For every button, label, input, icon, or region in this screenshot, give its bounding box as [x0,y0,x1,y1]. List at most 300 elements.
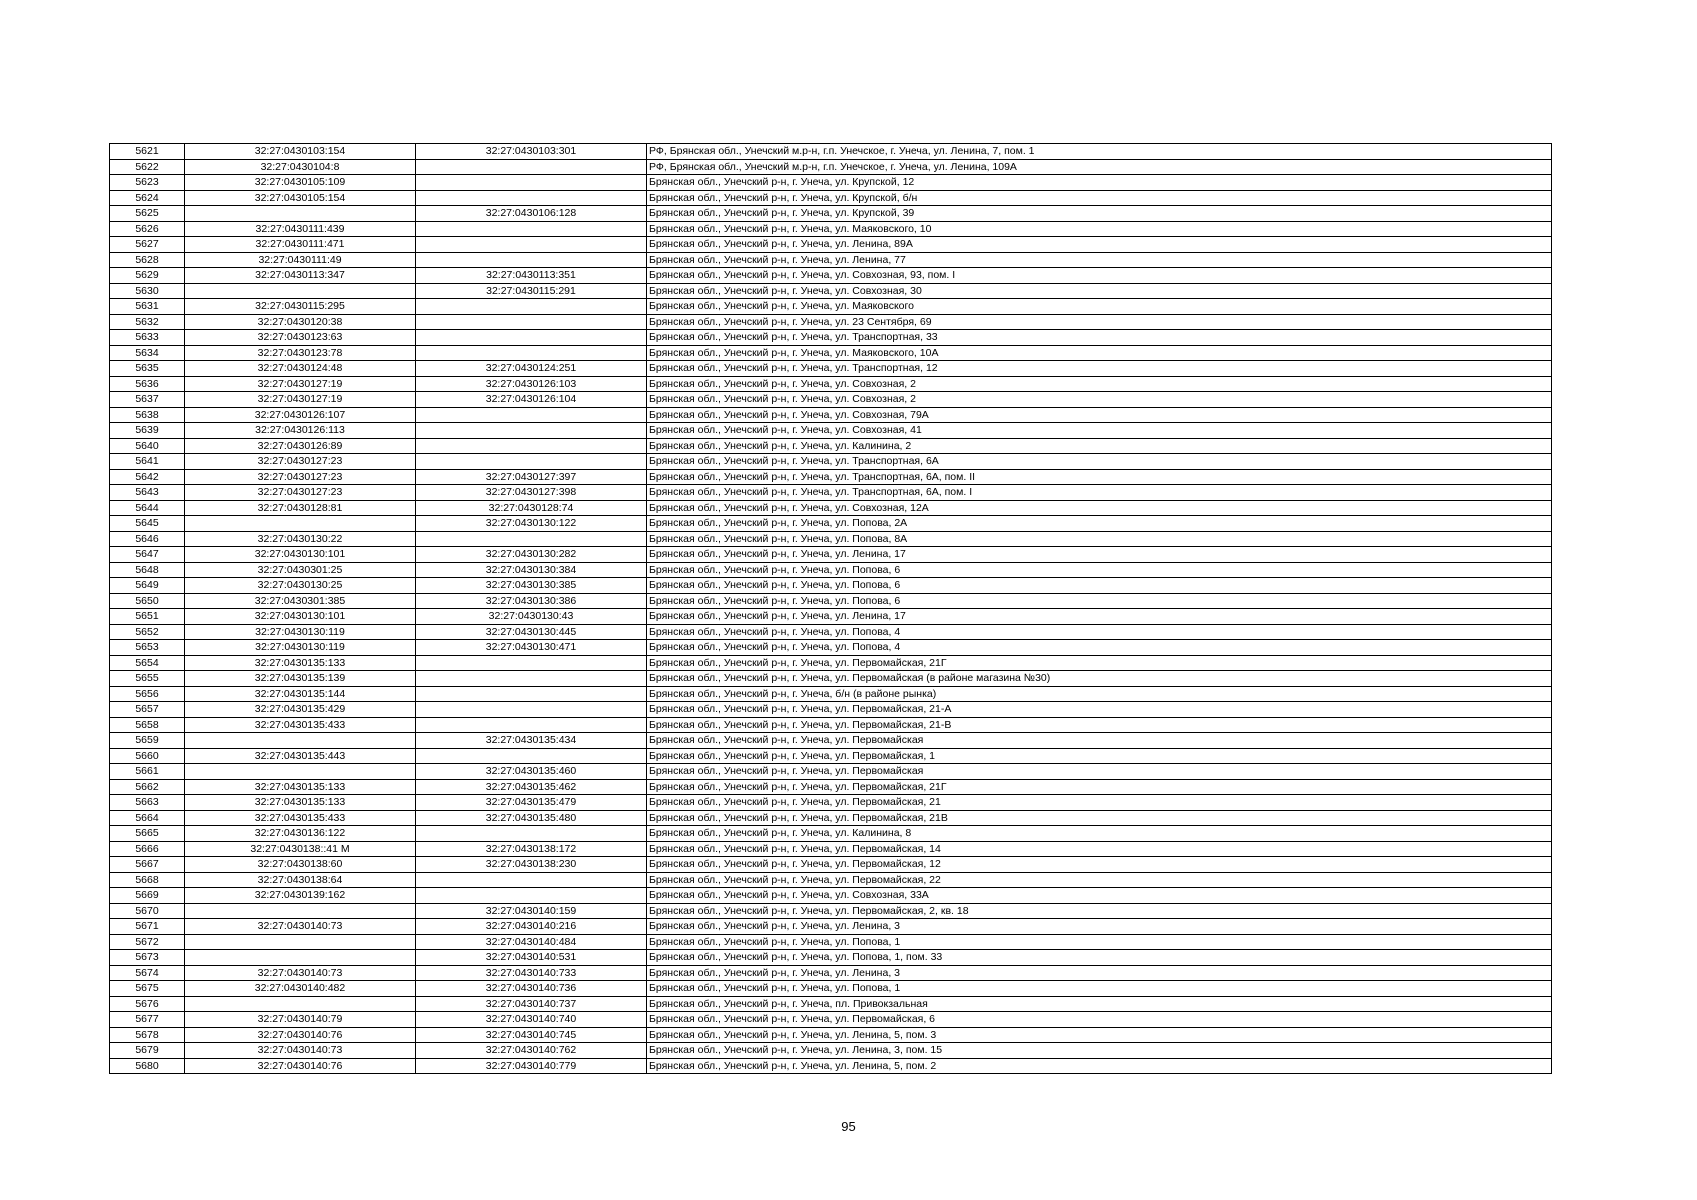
address-cell: Брянская обл., Унечский р-н, г. Унеча, ул. Транспортная, 6А, пом. I [647,485,1552,501]
land-cadastral-number-cell: 32:27:0430126:89 [185,438,416,454]
object-cadastral-number-cell: 32:27:0430140:740 [416,1012,647,1028]
land-cadastral-number-cell: 32:27:0430140:73 [185,919,416,935]
object-cadastral-number-cell [416,531,647,547]
land-cadastral-number-cell: 32:27:0430123:78 [185,345,416,361]
object-cadastral-number-cell: 32:27:0430135:434 [416,733,647,749]
row-number-cell: 5674 [110,965,185,981]
table-row [110,175,1552,191]
row-number-cell: 5643 [110,485,185,501]
address-cell: Брянская обл., Унечский р-н, г. Унеча, ул. Первомайская, 22 [647,872,1552,888]
object-cadastral-number-cell: 32:27:0430130:445 [416,624,647,640]
table-row [110,547,1552,563]
address-cell: Брянская обл., Унечский р-н, г. Унеча, ул. Транспортная, 12 [647,361,1552,377]
row-number-cell: 5668 [110,872,185,888]
address-cell: Брянская обл., Унечский р-н, г. Унеча, ул. Ленина, 3, пом. 15 [647,1043,1552,1059]
row-number-cell: 5621 [110,144,185,160]
object-cadastral-number-cell: 32:27:0430130:471 [416,640,647,656]
table-row [110,283,1552,299]
object-cadastral-number-cell: 32:27:0430135:479 [416,795,647,811]
row-number-cell: 5671 [110,919,185,935]
address-cell: Брянская обл., Унечский р-н, г. Унеча, ул. Первомайская (в районе магазина №30) [647,671,1552,687]
land-cadastral-number-cell: 32:27:0430128:81 [185,500,416,516]
table-row [110,795,1552,811]
address-cell: Брянская обл., Унечский р-н, г. Унеча, ул. Попова, 4 [647,640,1552,656]
land-cadastral-number-cell: 32:27:0430140:482 [185,981,416,997]
object-cadastral-number-cell [416,330,647,346]
land-cadastral-number-cell: 32:27:0430138::41 М [185,841,416,857]
land-cadastral-number-cell [185,516,416,532]
table-row [110,702,1552,718]
object-cadastral-number-cell [416,454,647,470]
table-row [110,578,1552,594]
object-cadastral-number-cell [416,438,647,454]
object-cadastral-number-cell: 32:27:0430138:230 [416,857,647,873]
table-row [110,206,1552,222]
address-cell: Брянская обл., Унечский р-н, г. Унеча, ул. Попова, 1, пом. 33 [647,950,1552,966]
table-row [110,826,1552,842]
table-row [110,810,1552,826]
table-row [110,872,1552,888]
address-cell: Брянская обл., Унечский р-н, г. Унеча, пл. Привокзальная [647,996,1552,1012]
address-cell: Брянская обл., Унечский р-н, г. Унеча, ул. Маяковского, 10 [647,221,1552,237]
table-row [110,609,1552,625]
address-cell: Брянская обл., Унечский р-н, г. Унеча, ул. Ленина, 17 [647,609,1552,625]
object-cadastral-number-cell: 32:27:0430140:745 [416,1027,647,1043]
row-number-cell: 5653 [110,640,185,656]
address-cell: РФ, Брянская обл., Унечский м.р-н, г.п. Унечское, г. Унеча, ул. Ленина, 109А [647,159,1552,175]
table-row [110,299,1552,315]
table-row [110,268,1552,284]
table-row [110,686,1552,702]
table-row [110,531,1552,547]
table-row [110,841,1552,857]
object-cadastral-number-cell: 32:27:0430130:385 [416,578,647,594]
table-row [110,593,1552,609]
object-cadastral-number-cell: 32:27:0430140:159 [416,903,647,919]
land-cadastral-number-cell: 32:27:0430138:60 [185,857,416,873]
land-cadastral-number-cell: 32:27:0430126:107 [185,407,416,423]
row-number-cell: 5640 [110,438,185,454]
land-cadastral-number-cell: 32:27:0430136:122 [185,826,416,842]
object-cadastral-number-cell [416,686,647,702]
row-number-cell: 5646 [110,531,185,547]
land-cadastral-number-cell: 32:27:0430135:133 [185,655,416,671]
land-cadastral-number-cell: 32:27:0430135:133 [185,779,416,795]
object-cadastral-number-cell [416,872,647,888]
row-number-cell: 5661 [110,764,185,780]
address-cell: Брянская обл., Унечский р-н, г. Унеча, ул. Совхозная, 33А [647,888,1552,904]
land-cadastral-number-cell: 32:27:0430111:471 [185,237,416,253]
land-cadastral-number-cell [185,996,416,1012]
page-number: 95 [841,1119,856,1134]
address-cell: Брянская обл., Унечский р-н, г. Унеча, ул. Ленина, 3 [647,965,1552,981]
row-number-cell: 5660 [110,748,185,764]
object-cadastral-number-cell: 32:27:0430127:397 [416,469,647,485]
object-cadastral-number-cell: 32:27:0430140:484 [416,934,647,950]
land-cadastral-number-cell: 32:27:0430111:439 [185,221,416,237]
row-number-cell: 5654 [110,655,185,671]
row-number-cell: 5624 [110,190,185,206]
land-cadastral-number-cell [185,934,416,950]
table-row [110,671,1552,687]
address-cell: Брянская обл., Унечский р-н, г. Унеча, ул. Совхозная, 93, пом. I [647,268,1552,284]
address-cell: Брянская обл., Унечский р-н, г. Унеча, ул. Первомайская, 1 [647,748,1552,764]
table-row [110,640,1552,656]
object-cadastral-number-cell: 32:27:0430140:216 [416,919,647,935]
object-cadastral-number-cell: 32:27:0430126:104 [416,392,647,408]
address-cell: Брянская обл., Унечский р-н, г. Унеча, ул. Попова, 1 [647,981,1552,997]
object-cadastral-number-cell: 32:27:0430113:351 [416,268,647,284]
address-cell: Брянская обл., Унечский р-н, г. Унеча, ул. Калинина, 8 [647,826,1552,842]
object-cadastral-number-cell: 32:27:0430130:43 [416,609,647,625]
row-number-cell: 5657 [110,702,185,718]
table-row [110,237,1552,253]
table-row [110,314,1552,330]
row-number-cell: 5632 [110,314,185,330]
row-number-cell: 5652 [110,624,185,640]
row-number-cell: 5672 [110,934,185,950]
land-cadastral-number-cell [185,206,416,222]
table-row [110,500,1552,516]
row-number-cell: 5645 [110,516,185,532]
address-cell: Брянская обл., Унечский р-н, г. Унеча, ул. Ленина, 5, пом. 3 [647,1027,1552,1043]
row-number-cell: 5666 [110,841,185,857]
land-cadastral-number-cell: 32:27:0430135:133 [185,795,416,811]
table-body [110,144,1552,1074]
land-cadastral-number-cell: 32:27:0430135:429 [185,702,416,718]
object-cadastral-number-cell: 32:27:0430135:460 [416,764,647,780]
land-cadastral-number-cell: 32:27:0430140:79 [185,1012,416,1028]
address-cell: Брянская обл., Унечский р-н, г. Унеча, ул. Первомайская [647,733,1552,749]
row-number-cell: 5631 [110,299,185,315]
land-cadastral-number-cell: 32:27:0430138:64 [185,872,416,888]
object-cadastral-number-cell [416,159,647,175]
land-cadastral-number-cell: 32:27:0430105:109 [185,175,416,191]
address-cell: Брянская обл., Унечский р-н, г. Унеча, ул. Совхозная, 79А [647,407,1552,423]
address-cell: Брянская обл., Унечский р-н, г. Унеча, ул. Первомайская, 14 [647,841,1552,857]
land-cadastral-number-cell [185,764,416,780]
cadastral-table [109,143,1552,1074]
object-cadastral-number-cell: 32:27:0430140:733 [416,965,647,981]
land-cadastral-number-cell: 32:27:0430123:63 [185,330,416,346]
address-cell: Брянская обл., Унечский р-н, г. Унеча, ул. Совхозная, 2 [647,376,1552,392]
table-row [110,733,1552,749]
object-cadastral-number-cell: 32:27:0430106:128 [416,206,647,222]
land-cadastral-number-cell: 32:27:0430115:295 [185,299,416,315]
land-cadastral-number-cell: 32:27:0430127:23 [185,469,416,485]
address-cell: Брянская обл., Унечский р-н, г. Унеча, ул. Первомайская, 21В [647,810,1552,826]
land-cadastral-number-cell: 32:27:0430124:48 [185,361,416,377]
row-number-cell: 5639 [110,423,185,439]
table-row [110,438,1552,454]
address-cell: Брянская обл., Унечский р-н, г. Унеча, ул. Попова, 8А [647,531,1552,547]
object-cadastral-number-cell: 32:27:0430130:282 [416,547,647,563]
row-number-cell: 5678 [110,1027,185,1043]
land-cadastral-number-cell: 32:27:0430135:144 [185,686,416,702]
row-number-cell: 5635 [110,361,185,377]
table-row [110,857,1552,873]
table-row [110,392,1552,408]
row-number-cell: 5642 [110,469,185,485]
row-number-cell: 5647 [110,547,185,563]
land-cadastral-number-cell: 32:27:0430130:101 [185,547,416,563]
object-cadastral-number-cell: 32:27:0430140:779 [416,1058,647,1074]
address-cell: Брянская обл., Унечский р-н, г. Унеча, б/н (в районе рынка) [647,686,1552,702]
address-cell: Брянская обл., Унечский р-н, г. Унеча, ул. Попова, 2А [647,516,1552,532]
object-cadastral-number-cell [416,423,647,439]
address-cell: Брянская обл., Унечский р-н, г. Унеча, ул. Попова, 6 [647,593,1552,609]
table-row [110,469,1552,485]
object-cadastral-number-cell [416,671,647,687]
address-cell: Брянская обл., Унечский р-н, г. Унеча, ул. Попова, 6 [647,578,1552,594]
object-cadastral-number-cell: 32:27:0430140:736 [416,981,647,997]
table-row [110,1027,1552,1043]
address-cell: Брянская обл., Унечский р-н, г. Унеча, ул. 23 Сентября, 69 [647,314,1552,330]
row-number-cell: 5626 [110,221,185,237]
address-cell: Брянская обл., Унечский р-н, г. Унеча, ул. Маяковского, 10А [647,345,1552,361]
object-cadastral-number-cell: 32:27:0430130:384 [416,562,647,578]
address-cell: Брянская обл., Унечский р-н, г. Унеча, ул. Первомайская, 21Г [647,655,1552,671]
object-cadastral-number-cell: 32:27:0430130:386 [416,593,647,609]
table-row [110,1012,1552,1028]
row-number-cell: 5638 [110,407,185,423]
object-cadastral-number-cell [416,345,647,361]
row-number-cell: 5677 [110,1012,185,1028]
address-cell: Брянская обл., Унечский р-н, г. Унеча, ул. Маяковского [647,299,1552,315]
address-cell: Брянская обл., Унечский р-н, г. Унеча, ул. Первомайская, 21Г [647,779,1552,795]
land-cadastral-number-cell: 32:27:0430130:119 [185,624,416,640]
table-row [110,485,1552,501]
object-cadastral-number-cell: 32:27:0430140:531 [416,950,647,966]
land-cadastral-number-cell: 32:27:0430120:38 [185,314,416,330]
address-cell: Брянская обл., Унечский р-н, г. Унеча, ул. Крупской, 39 [647,206,1552,222]
land-cadastral-number-cell [185,903,416,919]
table-row [110,748,1552,764]
table-row [110,717,1552,733]
address-cell: Брянская обл., Унечский р-н, г. Унеча, ул. Первомайская, 6 [647,1012,1552,1028]
table-row [110,1058,1552,1074]
row-number-cell: 5676 [110,996,185,1012]
land-cadastral-number-cell: 32:27:0430301:25 [185,562,416,578]
row-number-cell: 5669 [110,888,185,904]
address-cell: Брянская обл., Унечский р-н, г. Унеча, ул. Совхозная, 2 [647,392,1552,408]
land-cadastral-number-cell: 32:27:0430127:19 [185,392,416,408]
address-cell: Брянская обл., Унечский р-н, г. Унеча, ул. Первомайская [647,764,1552,780]
object-cadastral-number-cell [416,888,647,904]
address-cell: Брянская обл., Унечский р-н, г. Унеча, ул. Крупской, 12 [647,175,1552,191]
row-number-cell: 5679 [110,1043,185,1059]
land-cadastral-number-cell [185,733,416,749]
table-row [110,562,1552,578]
land-cadastral-number-cell: 32:27:0430135:433 [185,717,416,733]
land-cadastral-number-cell: 32:27:0430127:23 [185,454,416,470]
table-row [110,361,1552,377]
table-row [110,950,1552,966]
object-cadastral-number-cell [416,252,647,268]
table-row [110,221,1552,237]
row-number-cell: 5664 [110,810,185,826]
land-cadastral-number-cell: 32:27:0430130:101 [185,609,416,625]
object-cadastral-number-cell: 32:27:0430128:74 [416,500,647,516]
object-cadastral-number-cell: 32:27:0430135:462 [416,779,647,795]
land-cadastral-number-cell: 32:27:0430126:113 [185,423,416,439]
address-cell: Брянская обл., Унечский р-н, г. Унеча, ул. Первомайская, 21 [647,795,1552,811]
address-cell: Брянская обл., Унечский р-н, г. Унеча, ул. Первомайская, 21-В [647,717,1552,733]
row-number-cell: 5627 [110,237,185,253]
land-cadastral-number-cell: 32:27:0430140:76 [185,1058,416,1074]
object-cadastral-number-cell: 32:27:0430103:301 [416,144,647,160]
object-cadastral-number-cell [416,407,647,423]
object-cadastral-number-cell [416,314,647,330]
row-number-cell: 5628 [110,252,185,268]
row-number-cell: 5659 [110,733,185,749]
row-number-cell: 5675 [110,981,185,997]
land-cadastral-number-cell: 32:27:0430130:119 [185,640,416,656]
table-row [110,252,1552,268]
row-number-cell: 5649 [110,578,185,594]
address-cell: Брянская обл., Унечский р-н, г. Унеча, ул. Совхозная, 41 [647,423,1552,439]
object-cadastral-number-cell: 32:27:0430115:291 [416,283,647,299]
row-number-cell: 5629 [110,268,185,284]
address-cell: Брянская обл., Унечский р-н, г. Унеча, ул. Ленина, 89А [647,237,1552,253]
address-cell: Брянская обл., Унечский р-н, г. Унеча, ул. Первомайская, 21-А [647,702,1552,718]
land-cadastral-number-cell: 32:27:0430135:139 [185,671,416,687]
table-row [110,1043,1552,1059]
address-cell: Брянская обл., Унечский р-н, г. Унеча, ул. Транспортная, 6А, пом. II [647,469,1552,485]
object-cadastral-number-cell: 32:27:0430140:762 [416,1043,647,1059]
table-row [110,516,1552,532]
address-cell: Брянская обл., Унечский р-н, г. Унеча, ул. Транспортная, 33 [647,330,1552,346]
row-number-cell: 5658 [110,717,185,733]
row-number-cell: 5650 [110,593,185,609]
land-cadastral-number-cell: 32:27:0430127:23 [185,485,416,501]
row-number-cell: 5651 [110,609,185,625]
object-cadastral-number-cell [416,221,647,237]
object-cadastral-number-cell: 32:27:0430127:398 [416,485,647,501]
address-cell: Брянская обл., Унечский р-н, г. Унеча, ул. Попова, 6 [647,562,1552,578]
object-cadastral-number-cell: 32:27:0430138:172 [416,841,647,857]
address-cell: Брянская обл., Унечский р-н, г. Унеча, ул. Совхозная, 30 [647,283,1552,299]
row-number-cell: 5670 [110,903,185,919]
row-number-cell: 5636 [110,376,185,392]
address-cell: Брянская обл., Унечский р-н, г. Унеча, ул. Первомайская, 2, кв. 18 [647,903,1552,919]
row-number-cell: 5673 [110,950,185,966]
land-cadastral-number-cell: 32:27:0430135:433 [185,810,416,826]
table-row [110,454,1552,470]
address-cell: Брянская обл., Унечский р-н, г. Унеча, ул. Первомайская, 12 [647,857,1552,873]
object-cadastral-number-cell: 32:27:0430130:122 [416,516,647,532]
object-cadastral-number-cell [416,655,647,671]
row-number-cell: 5663 [110,795,185,811]
table-row [110,624,1552,640]
address-cell: Брянская обл., Унечский р-н, г. Унеча, ул. Попова, 4 [647,624,1552,640]
row-number-cell: 5644 [110,500,185,516]
land-cadastral-number-cell: 32:27:0430139:162 [185,888,416,904]
table-row [110,423,1552,439]
row-number-cell: 5665 [110,826,185,842]
table-row [110,330,1552,346]
table-row [110,779,1552,795]
row-number-cell: 5641 [110,454,185,470]
address-cell: Брянская обл., Унечский р-н, г. Унеча, ул. Ленина, 17 [647,547,1552,563]
row-number-cell: 5623 [110,175,185,191]
table-row [110,159,1552,175]
row-number-cell: 5633 [110,330,185,346]
land-cadastral-number-cell: 32:27:0430140:73 [185,1043,416,1059]
object-cadastral-number-cell: 32:27:0430135:480 [416,810,647,826]
object-cadastral-number-cell [416,237,647,253]
land-cadastral-number-cell: 32:27:0430104:8 [185,159,416,175]
land-cadastral-number-cell: 32:27:0430103:154 [185,144,416,160]
table-row [110,903,1552,919]
table-row [110,764,1552,780]
row-number-cell: 5637 [110,392,185,408]
land-cadastral-number-cell: 32:27:0430140:73 [185,965,416,981]
row-number-cell: 5680 [110,1058,185,1074]
object-cadastral-number-cell [416,702,647,718]
object-cadastral-number-cell [416,748,647,764]
table-row [110,981,1552,997]
table-row [110,655,1552,671]
address-cell: Брянская обл., Унечский р-н, г. Унеча, ул. Крупской, б/н [647,190,1552,206]
row-number-cell: 5648 [110,562,185,578]
object-cadastral-number-cell [416,190,647,206]
address-cell: Брянская обл., Унечский р-н, г. Унеча, ул. Ленина, 77 [647,252,1552,268]
row-number-cell: 5622 [110,159,185,175]
address-cell: Брянская обл., Унечский р-н, г. Унеча, ул. Ленина, 5, пом. 2 [647,1058,1552,1074]
object-cadastral-number-cell: 32:27:0430126:103 [416,376,647,392]
object-cadastral-number-cell: 32:27:0430124:251 [416,361,647,377]
object-cadastral-number-cell [416,175,647,191]
table-row [110,934,1552,950]
row-number-cell: 5625 [110,206,185,222]
address-cell: РФ, Брянская обл., Унечский м.р-н, г.п. Унечское, г. Унеча, ул. Ленина, 7, пом. 1 [647,144,1552,160]
table-row [110,144,1552,160]
land-cadastral-number-cell: 32:27:0430127:19 [185,376,416,392]
row-number-cell: 5630 [110,283,185,299]
object-cadastral-number-cell [416,299,647,315]
object-cadastral-number-cell [416,826,647,842]
table-row [110,919,1552,935]
land-cadastral-number-cell: 32:27:0430105:154 [185,190,416,206]
address-cell: Брянская обл., Унечский р-н, г. Унеча, ул. Совхозная, 12А [647,500,1552,516]
land-cadastral-number-cell: 32:27:0430111:49 [185,252,416,268]
table-row [110,965,1552,981]
row-number-cell: 5662 [110,779,185,795]
land-cadastral-number-cell: 32:27:0430140:76 [185,1027,416,1043]
table-row [110,376,1552,392]
object-cadastral-number-cell [416,717,647,733]
address-cell: Брянская обл., Унечский р-н, г. Унеча, ул. Транспортная, 6А [647,454,1552,470]
table-row [110,345,1552,361]
land-cadastral-number-cell: 32:27:0430301:385 [185,593,416,609]
address-cell: Брянская обл., Унечский р-н, г. Унеча, ул. Калинина, 2 [647,438,1552,454]
land-cadastral-number-cell [185,283,416,299]
address-cell: Брянская обл., Унечский р-н, г. Унеча, ул. Попова, 1 [647,934,1552,950]
land-cadastral-number-cell: 32:27:0430113:347 [185,268,416,284]
land-cadastral-number-cell: 32:27:0430130:22 [185,531,416,547]
table-row [110,996,1552,1012]
row-number-cell: 5667 [110,857,185,873]
land-cadastral-number-cell [185,950,416,966]
land-cadastral-number-cell: 32:27:0430135:443 [185,748,416,764]
table-row [110,407,1552,423]
land-cadastral-number-cell: 32:27:0430130:25 [185,578,416,594]
table-row [110,190,1552,206]
row-number-cell: 5656 [110,686,185,702]
row-number-cell: 5634 [110,345,185,361]
address-cell: Брянская обл., Унечский р-н, г. Унеча, ул. Ленина, 3 [647,919,1552,935]
